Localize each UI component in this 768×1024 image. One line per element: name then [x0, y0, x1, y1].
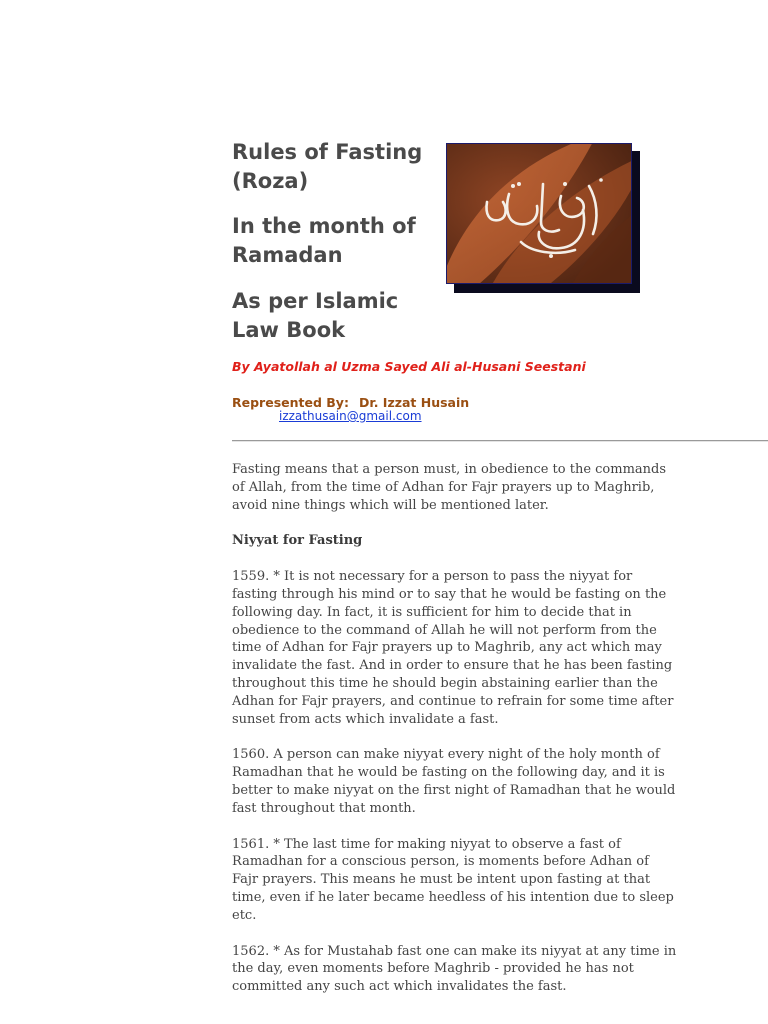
- paragraph-1560: 1560. A person can make niyyat every night of the holy month of Ramadhan that he would be fasting on the following day, and it is better to make niyyat on the first night of Ramadhan that he would fast throughout that month.: [232, 747, 676, 816]
- title-islamic-law-book: As per Islamic Law Book: [232, 289, 399, 342]
- paragraph-intro: Fasting means that a person must, in obedience to the commands of Allah, from the time of Adhan for Fajr prayers up to Maghrib, avoid nine things which will be mentioned later.: [232, 462, 667, 513]
- paragraph-1561: 1561. * The last time for making niyyat to observe a fast of Ramadhan for a conscious person, is moments before Adhan of Fajr prayers. This means he must be intent upon fasting at that time, even if he later became heedless of his intention due to sleep etc.: [232, 836, 674, 923]
- title-month-of-ramadan: In the month of Ramadan: [232, 214, 416, 267]
- paragraph-1559: 1559. * It is not necessary for a person to pass the niyyat for fasting through his mind or to say that he would be fasting on the following day. In fact, it is sufficient for him to decide that in obedience to the command of Allah he will not perform from the time of Adhan for Fajr prayers up to Maghrib, any act which may invalidate the fast. And in order to ensure that he has been fasting throughout this time he should begin abstaining earlier than the Adhan for Fajr prayers, and continue to refrain for some time after sunset from acts which invalidate a fast.: [232, 569, 674, 727]
- divider: [232, 440, 768, 442]
- banner-image: [446, 143, 632, 284]
- title-rules-of-fasting: Rules of Fasting (Roza): [232, 140, 423, 193]
- ramadan-banner: [446, 143, 640, 293]
- represented-name: Dr. Izzat Husain: [358, 395, 470, 410]
- section-heading: Niyyat for Fasting: [232, 533, 363, 549]
- paragraph-1562: 1562. * As for Mustahab fast one can make its niyyat at any time in the day, even moments before Maghrib - provided he has not committed any such act which invalidates the fast.: [232, 943, 677, 995]
- author-line: By Ayatollah al Uzma Sayed Ali al-Husani Seestani: [232, 359, 586, 374]
- ramadan-calligraphy-icon: [447, 144, 631, 283]
- document-body: [232, 461, 677, 1014]
- email-link[interactable]: izzathusain@gmail.com: [279, 409, 422, 423]
- represented-label: Represented By:: [232, 395, 349, 410]
- document-page: [232, 0, 768, 1024]
- represented-by: [232, 395, 469, 410]
